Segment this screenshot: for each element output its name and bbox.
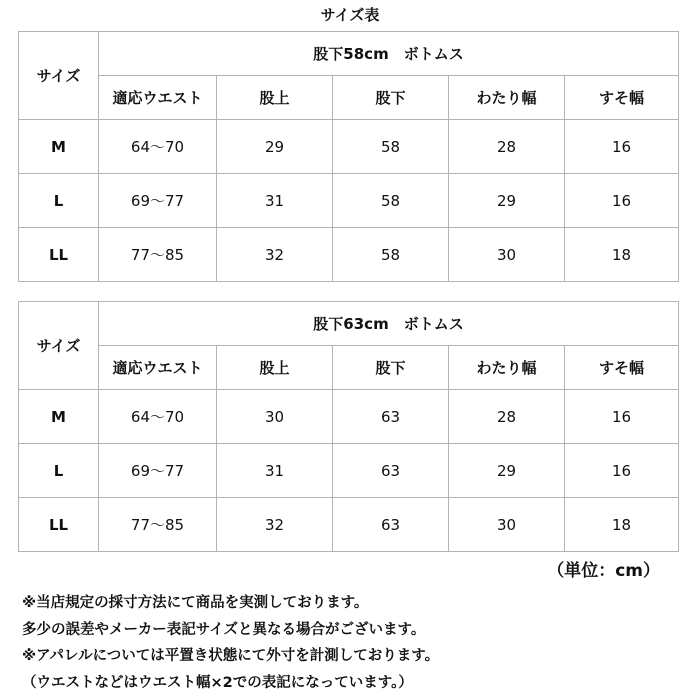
note-line: （ウエストなどはウエスト幅×2での表記になっています。）: [22, 674, 413, 691]
table-row: [19, 174, 679, 228]
column-header: すそ幅: [565, 346, 679, 390]
table-row: [19, 390, 679, 444]
table-cell: 18: [565, 498, 679, 552]
table-cell: 16: [565, 174, 679, 228]
column-header: わたり幅: [449, 76, 565, 120]
table-cell: 58: [333, 228, 449, 282]
table-row: [19, 498, 679, 552]
page-title: サイズ表: [320, 6, 380, 24]
table-cell: 32: [217, 498, 333, 552]
column-header: 股下: [333, 346, 449, 390]
table-caption: 股下63cm ボトムス: [99, 302, 679, 346]
column-header: すそ幅: [565, 76, 679, 120]
table-cell: 28: [449, 120, 565, 174]
note-line: 多少の誤差やメーカー表記サイズと異なる場合がございます。: [22, 621, 426, 638]
table-row: [19, 228, 679, 282]
table-cell: 63: [333, 498, 449, 552]
table-cell: 31: [217, 444, 333, 498]
column-header: わたり幅: [449, 346, 565, 390]
table-cell: 30: [217, 390, 333, 444]
table-cell: 30: [449, 498, 565, 552]
column-header: 適応ウエスト: [99, 76, 217, 120]
table-cell: 63: [333, 390, 449, 444]
table-cell: 18: [565, 228, 679, 282]
table-cell: 31: [217, 174, 333, 228]
table-cell: 77～85: [99, 498, 217, 552]
size-label: L: [19, 444, 99, 498]
size-table-58: [18, 31, 679, 282]
table-cell: 69～77: [99, 444, 217, 498]
table-cell: 29: [449, 444, 565, 498]
table-row: [19, 120, 679, 174]
table-cell: 16: [565, 390, 679, 444]
table-cell: 29: [449, 174, 565, 228]
table-cell: 30: [449, 228, 565, 282]
table-cell: 69～77: [99, 174, 217, 228]
size-header: サイズ: [19, 32, 99, 120]
size-label: LL: [19, 498, 99, 552]
size-label: LL: [19, 228, 99, 282]
table-cell: 32: [217, 228, 333, 282]
table-cell: 64～70: [99, 390, 217, 444]
table-row: [19, 444, 679, 498]
note-line: ※アパレルについては平置き状態にて外寸を計測しております。: [22, 648, 440, 664]
table-cell: 64～70: [99, 120, 217, 174]
unit-label: （単位：cm）: [547, 561, 660, 581]
notes: [22, 590, 692, 696]
table-cell: 16: [565, 120, 679, 174]
table-cell: 16: [565, 444, 679, 498]
column-header: 股上: [217, 76, 333, 120]
table-cell: 58: [333, 120, 449, 174]
column-header: 股上: [217, 346, 333, 390]
size-header: サイズ: [19, 302, 99, 390]
size-label: L: [19, 174, 99, 228]
column-header: 股下: [333, 76, 449, 120]
column-header: 適応ウエスト: [99, 346, 217, 390]
table-cell: 63: [333, 444, 449, 498]
size-label: M: [19, 390, 99, 444]
table-cell: 77～85: [99, 228, 217, 282]
note-line: ※当店規定の採寸方法にて商品を実測しております。: [22, 595, 369, 611]
table-caption: 股下58cm ボトムス: [99, 32, 679, 76]
table-cell: 58: [333, 174, 449, 228]
size-label: M: [19, 120, 99, 174]
table-cell: 28: [449, 390, 565, 444]
size-table-63: [18, 301, 679, 552]
table-cell: 29: [217, 120, 333, 174]
